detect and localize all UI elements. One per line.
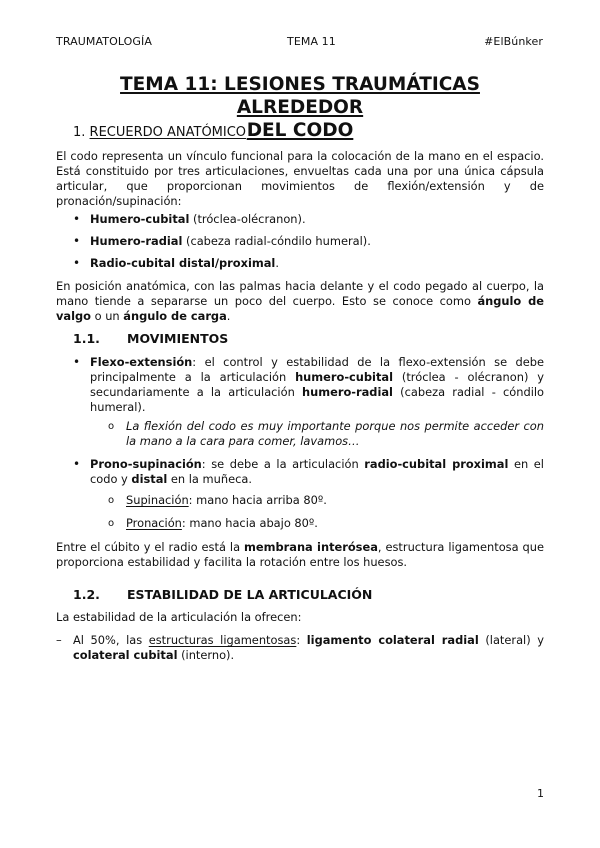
valgus-text-1: En posición anatómica, con las palmas hacia delante y el codo pegado al cuerpo, la mano tiende a separarse un poco del cuerpo. Esto se conoce como bbox=[56, 279, 544, 308]
flexo-text-1: : el control y estabilidad de la flexo-extensión se debe principalmente a la articulación bbox=[90, 355, 544, 384]
page-number: 1 bbox=[537, 787, 544, 800]
flexo-text-2: (tróclea - olécranon) y secundariamente a la articulación bbox=[90, 370, 545, 399]
supination-item bbox=[108, 493, 544, 508]
title-line-1: TEMA 11: LESIONES TRAUMÁTICAS ALREDEDOR bbox=[120, 74, 480, 118]
prono-supination-item bbox=[73, 457, 544, 487]
section-1-heading bbox=[73, 125, 246, 140]
supination-text: : mano hacia arriba 80º. bbox=[188, 493, 327, 507]
flexo-joint-1: humero-cubital bbox=[295, 370, 394, 384]
bullet-icon: • bbox=[73, 256, 81, 270]
section-1-intro: El codo representa un vínculo funcional para la colocación de la mano en el espacio. Está constituido por tres articulaciones, envueltas cada una por una única cápsula articular, que proporcionan movimientos de flexión/extensión y de pronación/supinación: bbox=[56, 149, 544, 208]
flexo-extension-item bbox=[73, 355, 545, 415]
stability-text-1: Al 50%, las bbox=[73, 633, 149, 647]
prono-text-2: en el codo y bbox=[90, 457, 544, 486]
joint-item-2 bbox=[73, 234, 544, 249]
stability-text-3: (lateral) y bbox=[478, 633, 544, 647]
flexo-name: Flexo-extensión bbox=[90, 355, 193, 369]
pronation-text: : mano hacia abajo 80º. bbox=[181, 516, 318, 530]
valgus-angle: ángulo de valgo bbox=[56, 294, 544, 323]
valgus-paragraph bbox=[56, 279, 544, 324]
header-topic: TEMA 11 bbox=[287, 35, 336, 48]
joint-detail: . bbox=[275, 256, 279, 270]
joint-name: Radio-cubital distal/proximal bbox=[90, 256, 276, 270]
section-1-1-heading bbox=[73, 331, 228, 346]
joint-name: Humero-cubital bbox=[90, 212, 190, 226]
supination-label: Supinación bbox=[126, 493, 189, 507]
prono-joint-1: radio-cubital proximal bbox=[364, 457, 509, 471]
circle-bullet-icon: o bbox=[108, 421, 115, 432]
ulnar-collateral-ligament: colateral cubital bbox=[73, 648, 178, 662]
stability-text-4: (interno). bbox=[177, 648, 235, 662]
pronation-label: Pronación bbox=[126, 516, 182, 530]
membrane-name: membrana interósea bbox=[244, 540, 378, 554]
joint-detail: (cabeza radial-cóndilo humeral). bbox=[182, 234, 371, 248]
section-1-1-label: MOVIMIENTOS bbox=[127, 331, 229, 346]
valgus-text-2: o un bbox=[91, 309, 124, 323]
section-1-2-label: ESTABILIDAD DE LA ARTICULACIÓN bbox=[127, 587, 373, 602]
prono-text-3: en la muñeca. bbox=[167, 472, 252, 486]
stability-intro: La estabilidad de la articulación la ofrecen: bbox=[56, 610, 302, 624]
prono-joint-2: distal bbox=[131, 472, 168, 486]
section-1-number: 1. bbox=[73, 125, 86, 140]
section-1-2-number: 1.2. bbox=[73, 587, 100, 602]
bullet-icon: • bbox=[73, 355, 81, 369]
section-1-1-number: 1.1. bbox=[73, 331, 100, 346]
bullet-icon: • bbox=[73, 457, 81, 471]
joint-item-1 bbox=[73, 212, 544, 227]
circle-bullet-icon: o bbox=[108, 495, 115, 506]
stability-text-2: : bbox=[296, 633, 307, 647]
flexo-note bbox=[108, 419, 544, 449]
ligament-structures: estructuras ligamentosas bbox=[148, 633, 297, 647]
flexo-joint-2: humero-radial bbox=[302, 385, 393, 399]
circle-bullet-icon: o bbox=[108, 518, 115, 529]
section-1-2-heading bbox=[73, 587, 372, 602]
membrane-text-2: , estructura ligamentosa que proporciona estabilidad y facilita la rotación entre los huesos. bbox=[56, 540, 545, 569]
prono-name: Prono-supinación bbox=[90, 457, 202, 471]
bullet-icon: • bbox=[73, 212, 81, 226]
carrying-angle: ángulo de carga bbox=[123, 309, 227, 323]
joint-item-3 bbox=[73, 256, 544, 271]
bullet-icon: • bbox=[73, 234, 81, 248]
prono-text-1: : se debe a la articulación bbox=[201, 457, 365, 471]
pronation-item bbox=[108, 516, 544, 531]
membrane-text-1: Entre el cúbito y el radio está la bbox=[56, 540, 245, 554]
flexo-text-3: (cabeza radial - cóndilo humeral). bbox=[90, 385, 544, 414]
title-line-2: DEL CODO bbox=[246, 120, 354, 141]
flexo-note-text: La flexión del codo es muy importante porque nos permite acceder con la mano a la cara para comer, lavamos… bbox=[126, 419, 544, 448]
header-brand: #ElBúnker bbox=[484, 35, 543, 48]
membrane-paragraph bbox=[56, 540, 544, 570]
valgus-text-3: . bbox=[226, 309, 231, 323]
stability-item bbox=[56, 633, 544, 663]
header-subject: TRAUMATOLOGÍA bbox=[56, 35, 153, 48]
joint-name: Humero-radial bbox=[90, 234, 183, 248]
radial-collateral-ligament: ligamento colateral radial bbox=[306, 633, 479, 647]
joint-detail: (tróclea-olécranon). bbox=[189, 212, 306, 226]
dash-bullet-icon: – bbox=[56, 633, 62, 647]
section-1-label: RECUERDO ANATÓMICO bbox=[89, 125, 247, 140]
